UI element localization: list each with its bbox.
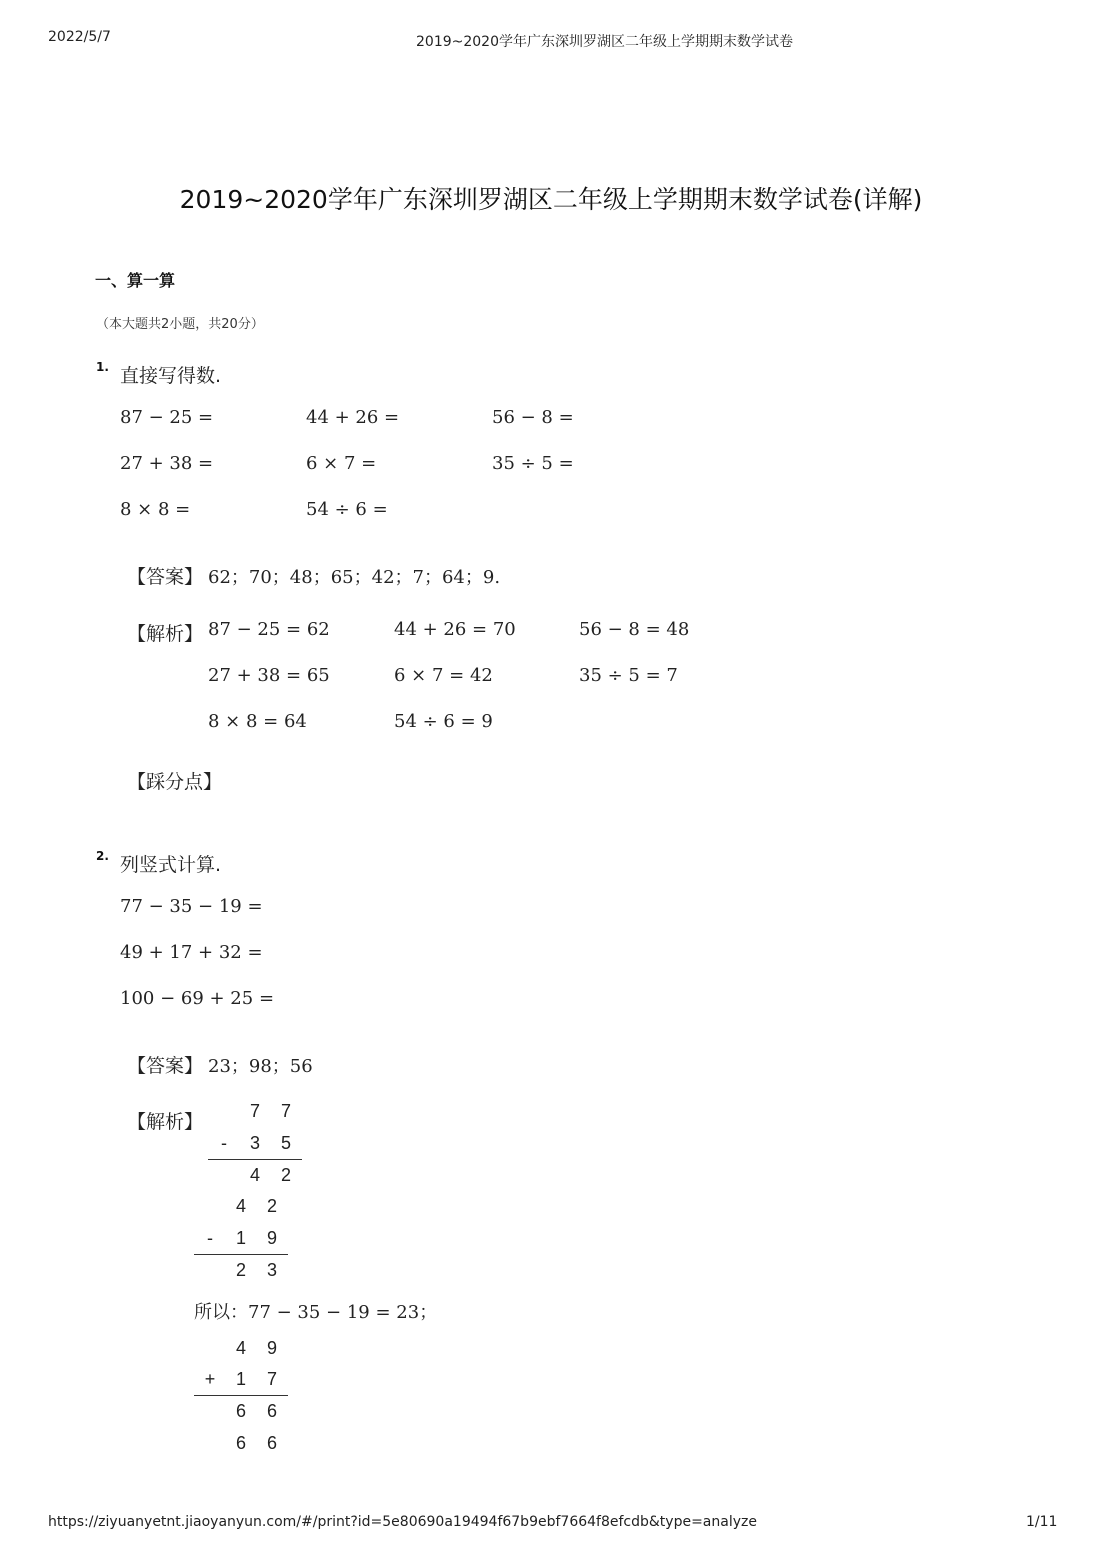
analysis-label: 【解析】 [127,1111,204,1133]
expression: 44 + 26 = [306,407,400,428]
analysis-equation: 54 ÷ 6 = 9 [394,711,493,732]
digit: 2 [266,1196,277,1216]
digit: 9 [266,1228,277,1248]
digit: 6 [235,1401,246,1421]
question-prompt: 直接写得数. [120,365,222,387]
section-note: （本大题共2小题，共20分） [96,317,264,332]
expression: 6 × 7 = [306,453,377,474]
section-title: 一、算一算 [95,271,176,290]
question-prompt: 列竖式计算. [120,854,222,876]
answer-label: 【答案】 [127,566,204,588]
expression: 35 ÷ 5 = [492,453,574,474]
digit: 4 [249,1165,260,1185]
footer-url: https://ziyuanyetnt.jiaoyanyun.com/#/print?id=5e80690a19494f67b9ebf7664f8efcdb&type=analyze [48,1514,757,1530]
operator: - [207,1228,213,1248]
digit: 9 [266,1338,277,1358]
digit: 3 [266,1260,277,1280]
expression: 77 − 35 − 19 = [120,896,263,917]
analysis-equation: 6 × 7 = 42 [394,665,493,686]
analysis-equation: 35 ÷ 5 = 7 [579,665,678,686]
digit: 1 [235,1228,246,1248]
digit: 5 [280,1133,291,1153]
calc-line [194,1254,288,1255]
expression: 56 − 8 = [492,407,574,428]
question-number: 1. [96,360,109,374]
analysis-equation: 27 + 38 = 65 [208,665,330,686]
digit: 4 [235,1338,246,1358]
digit: 6 [266,1401,277,1421]
digit: 3 [249,1133,260,1153]
print-date: 2022/5/7 [48,29,111,45]
calc-line [208,1159,302,1160]
expression: 87 − 25 = [120,407,214,428]
question-number: 2. [96,849,109,863]
analysis-equation: 8 × 8 = 64 [208,711,307,732]
digit: 6 [266,1433,277,1453]
analysis-equation: 87 − 25 = 62 [208,619,330,640]
digit: 7 [249,1101,260,1121]
page-title: 2019~2020学年广东深圳罗湖区二年级上学期期末数学试卷(详解) [179,185,923,214]
digit: 2 [235,1260,246,1280]
analysis-equation: 56 − 8 = 48 [579,619,690,640]
answer-text: 62；70；48；65；42；7；64；9. [208,567,501,588]
answer-text: 23；98；56 [208,1056,313,1077]
expression: 8 × 8 = [120,499,191,520]
digit: 6 [235,1433,246,1453]
analysis-equation: 44 + 26 = 70 [394,619,516,640]
operator: + [204,1369,216,1389]
conclusion: 所以：77 − 35 − 19 = 23； [194,1302,438,1323]
digit: 7 [280,1101,291,1121]
points-label: 【踩分点】 [127,771,223,793]
digit: 2 [280,1165,291,1185]
analysis-label: 【解析】 [127,623,204,645]
calc-line [194,1395,288,1396]
expression: 100 − 69 + 25 = [120,988,275,1009]
expression: 49 + 17 + 32 = [120,942,263,963]
digit: 4 [235,1196,246,1216]
answer-label: 【答案】 [127,1055,204,1077]
page-number: 1/11 [1026,1514,1058,1530]
expression: 27 + 38 = [120,453,214,474]
print-header-title: 2019~2020学年广东深圳罗湖区二年级上学期期末数学试卷 [416,34,793,50]
digit: 7 [266,1369,277,1389]
digit: 1 [235,1369,246,1389]
expression: 54 ÷ 6 = [306,499,388,520]
operator: - [221,1133,227,1153]
